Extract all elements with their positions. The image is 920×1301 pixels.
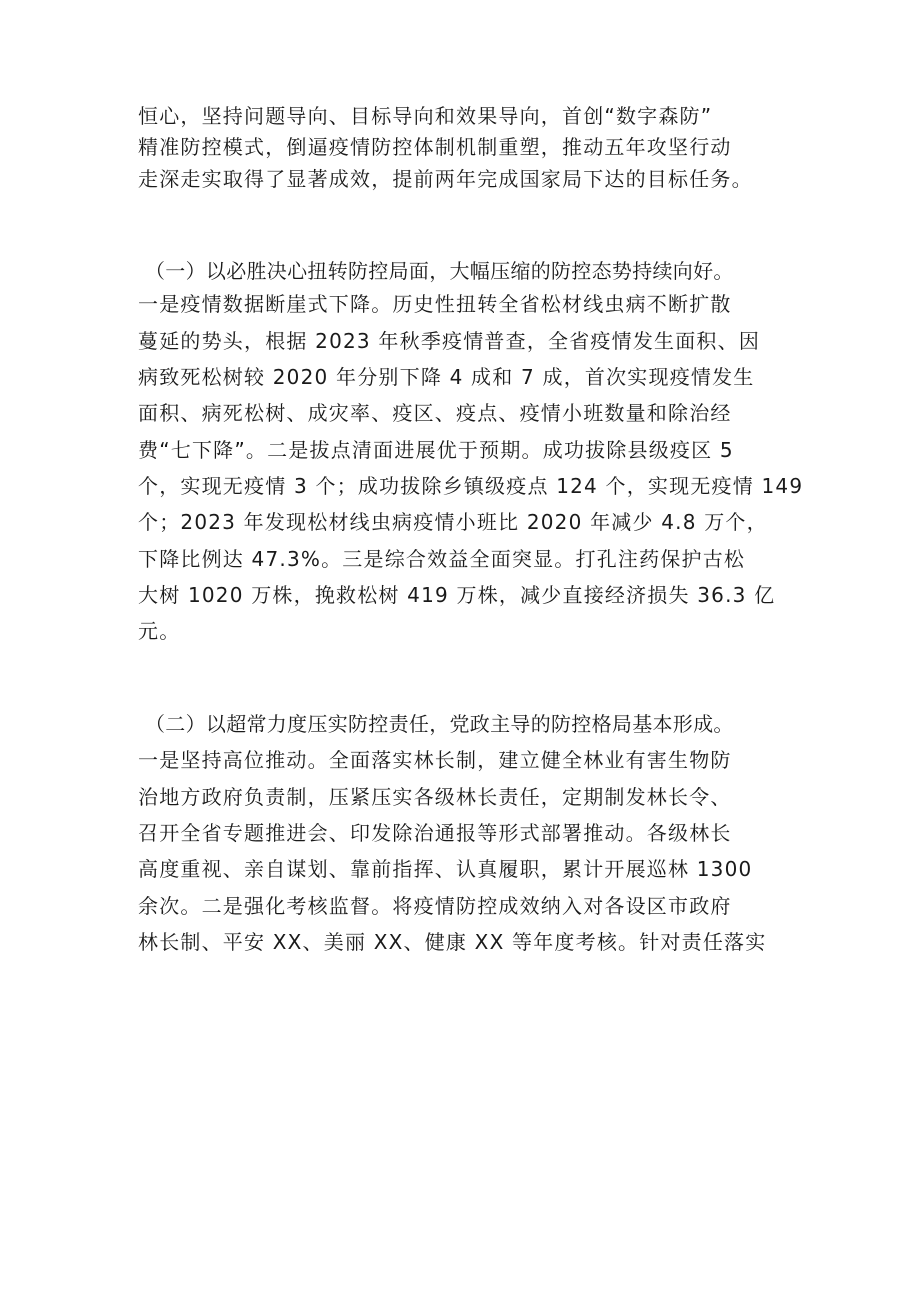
text-line: 个，实现无疫情 3 个；成功拔除乡镇级疫点 124 个，实现无疫情 149 — [138, 474, 804, 498]
text-line: 面积、病死松树、成灾率、疫区、疫点、疫情小班数量和除治经 — [138, 401, 732, 425]
text-line: 元。 — [138, 619, 181, 643]
text-line: 高度重视、亲自谋划、靠前指挥、认真履职，累计开展巡林 1300 — [138, 857, 753, 881]
text-line: 走深走实取得了显著成效，提前两年完成国家局下达的目标任务。 — [138, 167, 753, 191]
text-line: 个；2023 年发现松材线虫病疫情小班比 2020 年减少 4.8 万个， — [138, 510, 768, 534]
text-line: 蔓延的势头，根据 2023 年秋季疫情普查，全省疫情发生面积、因 — [138, 329, 761, 353]
text-line: 大树 1020 万株，挽救松树 419 万株，减少直接经济损失 36.3 亿 — [138, 583, 776, 607]
section-heading: （一）以必胜决心扭转防控局面，大幅压缩的防控态势持续向好。 — [145, 259, 734, 283]
text-line: 治地方政府负责制，压紧压实各级林长责任，定期制发林长令、 — [138, 785, 732, 809]
text-line: 召开全省专题推进会、印发除治通报等形式部署推动。各级林长 — [138, 821, 732, 845]
text-line: 一是疫情数据断崖式下降。历史性扭转全省松材线虫病不断扩散 — [138, 292, 732, 316]
text-line: 余次。二是强化考核监督。将疫情防控成效纳入对各设区市政府 — [138, 894, 732, 918]
text-line: 病致死松树较 2020 年分别下降 4 成和 7 成，首次实现疫情发生 — [138, 365, 755, 389]
text-line: 林长制、平安 XX、美丽 XX、健康 XX 等年度考核。针对责任落实 — [138, 930, 767, 954]
text-line: 费“七下降”。二是拔点清面进展优于预期。成功拔除县级疫区 5 — [138, 438, 734, 462]
text-line: 精准防控模式，倒逼疫情防控体制机制重塑，推动五年攻坚行动 — [138, 135, 732, 159]
section-heading: （二）以超常力度压实防控责任，党政主导的防控格局基本形成。 — [145, 712, 734, 736]
text-line: 恒心，坚持问题导向、目标导向和效果导向，首创“数字森防” — [138, 104, 713, 128]
text-line: 下降比例达 47.3%。三是综合效益全面突显。打孔注药保护古松 — [138, 547, 746, 571]
text-line: 一是坚持高位推动。全面落实林长制，建立健全林业有害生物防 — [138, 748, 732, 772]
